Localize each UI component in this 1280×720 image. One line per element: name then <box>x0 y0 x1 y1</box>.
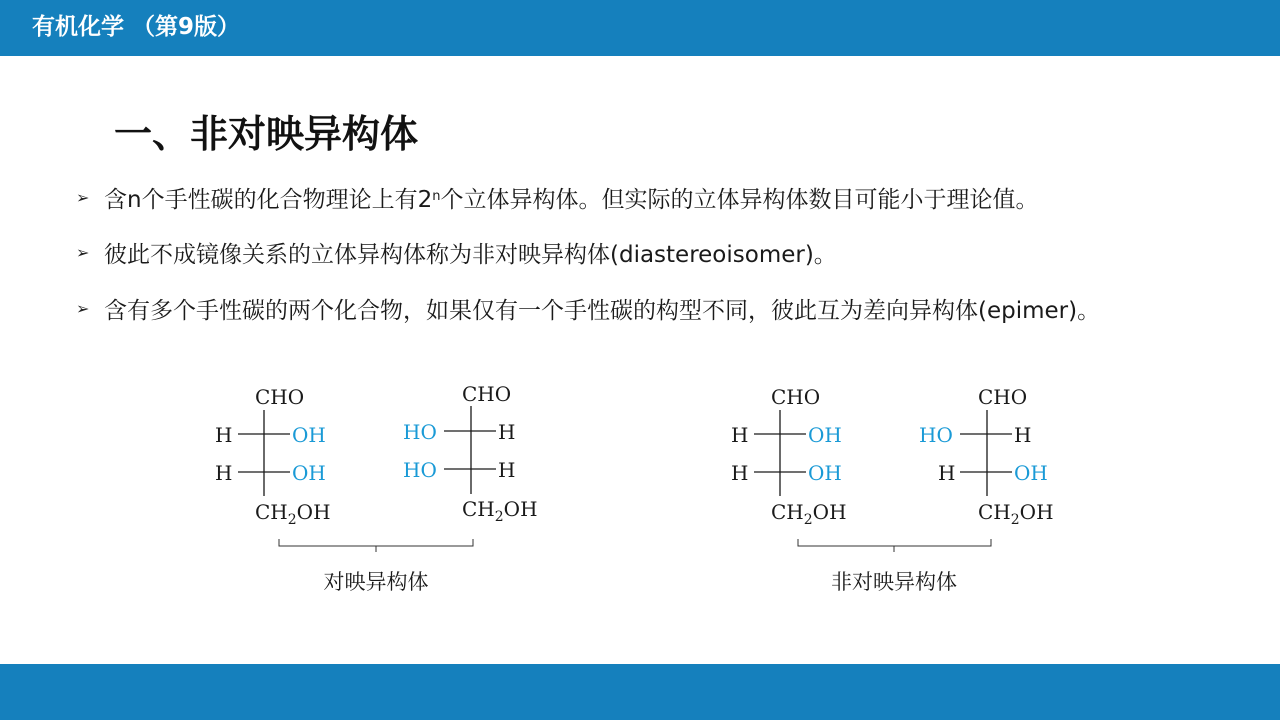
s1-h-bottom-label: H <box>215 461 233 485</box>
s1-ch2oh-label: $CH_2OH$ <box>255 500 331 528</box>
s1-oh-bottom-label: OH <box>292 461 326 485</box>
s1-oh-top-label: OH <box>292 423 326 447</box>
s2-h-top-label: H <box>498 420 516 444</box>
bracket-diastereomers <box>798 539 991 552</box>
s3-h-top-label: H <box>731 423 749 447</box>
s3-h-bottom-label: H <box>731 461 749 485</box>
s3-cho-label: CHO <box>771 385 821 409</box>
caption-diastereomers: 非对映异构体 <box>831 570 957 594</box>
section-title: 一、非对映异构体 <box>114 112 419 156</box>
caption-enantiomers: 对映异构体 <box>323 570 429 594</box>
s4-oh-bottom-label: OH <box>1014 461 1048 485</box>
s3-oh-top-label: OH <box>808 423 842 447</box>
s4-cho-label: CHO <box>978 385 1028 409</box>
bullet-3-text: 含有多个手性碳的两个化合物，如果仅有一个手性碳的构型不同，彼此互为差向异构体(epimer)。 <box>104 297 1101 324</box>
bullet-1-text-end: 个立体异构体。但实际的立体异构体数目可能小于理论值。 <box>440 186 1039 213</box>
arrow-bullet-icon: ➢ <box>76 298 90 318</box>
s2-h-bottom-label: H <box>498 458 516 482</box>
s4-ch2oh-label: $CH_2OH$ <box>978 500 1054 528</box>
header-title: 有机化学 （第9版） <box>32 14 241 40</box>
bullet-1-text-start: 含n个手性碳的化合物理论上有2 <box>104 186 433 213</box>
s1-h-top-label: H <box>215 423 233 447</box>
s4-h-top-label: H <box>1014 423 1032 447</box>
s3-ch2oh-label: $CH_2OH$ <box>771 500 847 528</box>
s2-ho-bottom-label: HO <box>403 458 437 482</box>
footer-bar <box>0 664 1280 720</box>
s2-cho-label: CHO <box>462 382 512 406</box>
s3-oh-bottom-label: OH <box>808 461 842 485</box>
s2-ho-top-label: HO <box>403 420 437 444</box>
bullet-item-1: ➢ 含n个手性碳的化合物理论上有2 n 个立体异构体。但实际的立体异构体数目可能小于理论值。 <box>76 180 1038 214</box>
s4-ho-top-label: HO <box>919 423 953 447</box>
arrow-bullet-icon: ➢ <box>76 187 90 207</box>
s2-ch2oh-label: $CH_2OH$ <box>462 497 538 525</box>
bracket-enantiomers <box>279 539 473 552</box>
s1-cho-label: CHO <box>255 385 305 409</box>
bullet-2-text: 彼此不成镜像关系的立体异构体称为非对映异构体(diastereoisomer)。 <box>104 241 837 268</box>
arrow-bullet-icon: ➢ <box>76 242 90 262</box>
s4-h-bottom-label: H <box>938 461 956 485</box>
